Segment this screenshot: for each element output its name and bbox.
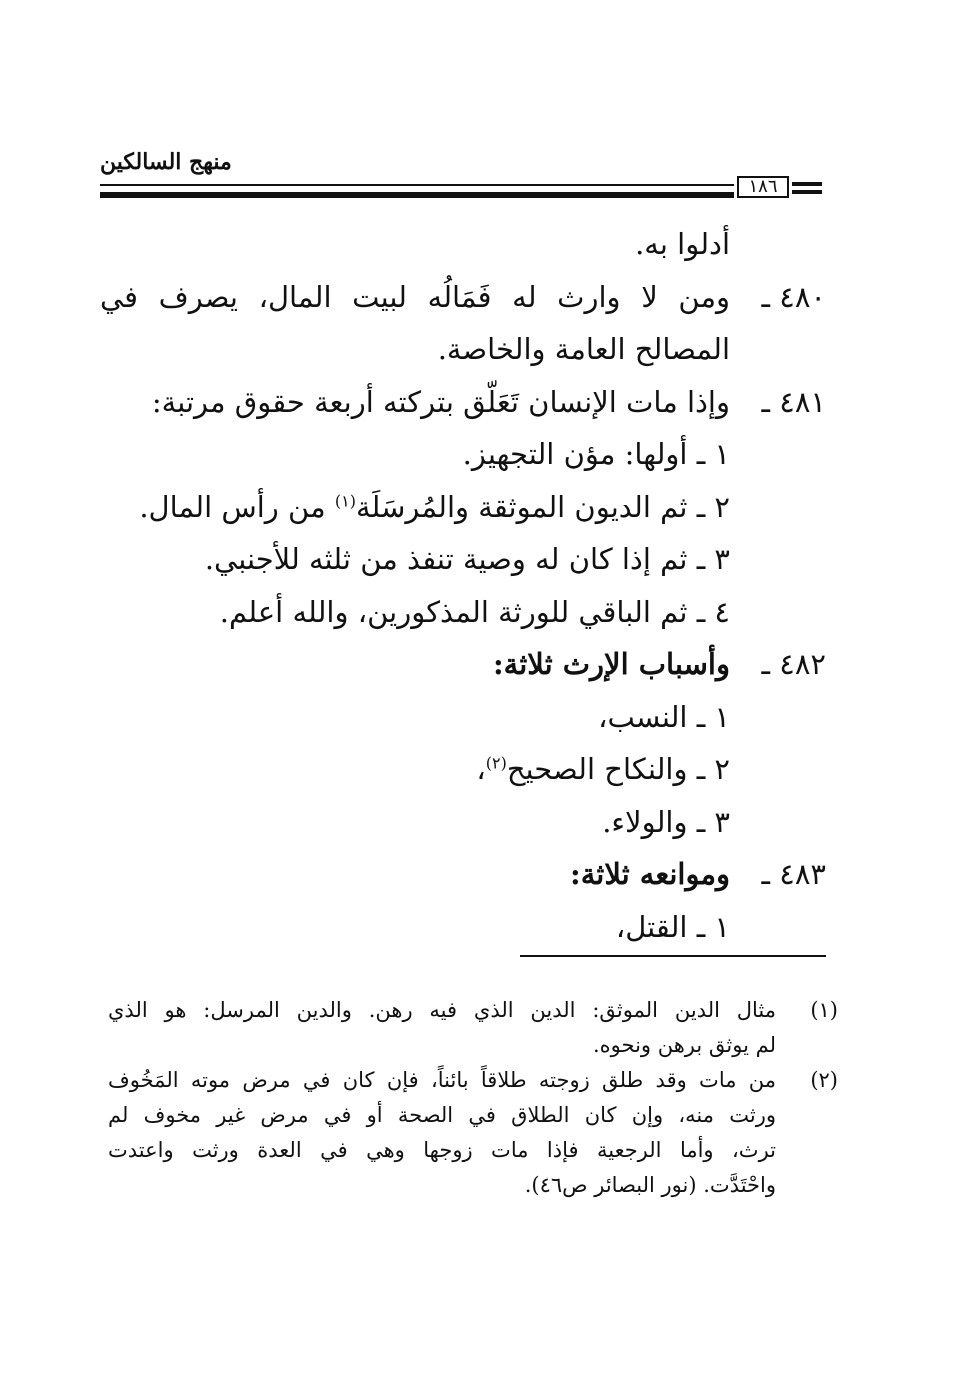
footnote-line: لم يوثق برهن ونحوه. <box>592 1033 776 1057</box>
footnote-ref-2: (٢) <box>485 753 507 773</box>
sub-item <box>100 743 826 796</box>
sub-item-text <box>100 481 730 534</box>
footnote-mark: (١) <box>810 998 838 1022</box>
footnote-line: من مات وقد طلق زوجته طلاقاً بائناً، فإن كان في مرض موته المَخُوف <box>108 1068 776 1092</box>
footnote-line: ورثت منه، وإن كان الطلاق في الصحة أو في مرض غير مخوف لم <box>108 1103 776 1127</box>
sub-item-text: ٣ ـ ثم إذا كان له وصية تنفذ من ثلثه للأجنبي. <box>204 542 730 576</box>
sub-item <box>100 796 826 849</box>
sub-item <box>100 533 826 586</box>
item-text: ومن لا وارث له فَمَالُه لبيت المال، يصرف في <box>100 279 730 314</box>
item-number: ٤٨٠ ـ <box>761 279 826 314</box>
text-line <box>100 323 826 376</box>
sub-item <box>100 428 826 481</box>
running-header-title: منهج السالكين <box>100 149 232 175</box>
sub-item <box>100 901 826 954</box>
sub-item-text <box>100 743 730 796</box>
sub-item <box>100 586 826 639</box>
footnote-mark: (٢) <box>810 1068 838 1092</box>
continuation-line: أدلوا به. <box>635 227 730 261</box>
item-480 <box>100 271 826 324</box>
footnote-2 <box>108 1063 838 1203</box>
footnote-ref-1: (١) <box>334 490 356 510</box>
item-text: وموانعه ثلاثة: <box>570 857 730 891</box>
footnote-separator <box>520 955 826 957</box>
sub-item-tail: من رأس المال. <box>139 489 335 524</box>
sub-item-tail: ، <box>476 752 486 786</box>
sub-item-text: ١ ـ أولها: مؤن التجهيز. <box>462 437 730 471</box>
main-text <box>100 218 826 953</box>
header-rule-thin <box>100 184 734 186</box>
footnote-line: ترث، وأما الرجعية فإذا مات زوجها وهي في العدة ورثت واعتدت <box>108 1138 776 1162</box>
item-483 <box>100 848 826 901</box>
sub-item <box>100 481 826 534</box>
sub-item-text: ٣ ـ والولاء. <box>602 804 730 839</box>
item-number: ٤٨١ ـ <box>761 384 826 419</box>
header-rule-right-bottom <box>792 190 822 194</box>
sub-item-body: ٢ ـ والنكاح الصحيح <box>506 752 730 786</box>
item-482 <box>100 638 826 691</box>
footnotes <box>108 993 838 1203</box>
item-number: ٤٨٣ ـ <box>761 857 826 891</box>
sub-item <box>100 691 826 744</box>
header-rule-right-top <box>792 182 822 186</box>
sub-item-text: ١ ـ النسب، <box>598 699 730 734</box>
sub-item-text: ١ ـ القتل، <box>615 909 730 944</box>
sub-item-body: ٢ ـ ثم الديون الموثقة والمُرسَلَة <box>355 489 730 524</box>
page-number: ١٨٦ <box>737 176 789 198</box>
text-line <box>100 218 826 271</box>
footnote-line: واحْتَدَّت. (نور البصائر ص٤٦). <box>524 1173 776 1197</box>
footnote-1 <box>108 993 838 1063</box>
footnote-line: مثال الدين الموثق: الدين الذي فيه رهن. والدين المرسل: هو الذي <box>108 998 776 1022</box>
sub-item-text: ٤ ـ ثم الباقي للورثة المذكورين، والله أعلم. <box>219 594 730 629</box>
header-rule-thick <box>100 192 734 198</box>
item-text: وإذا مات الإنسان تَعَلّق بتركته أربعة حقوق مرتبة: <box>151 384 730 419</box>
item-481 <box>100 376 826 429</box>
item-number: ٤٨٢ ـ <box>761 647 826 681</box>
item-text-continued: المصالح العامة والخاصة. <box>437 332 730 366</box>
item-text: وأسباب الإرث ثلاثة: <box>492 647 730 681</box>
